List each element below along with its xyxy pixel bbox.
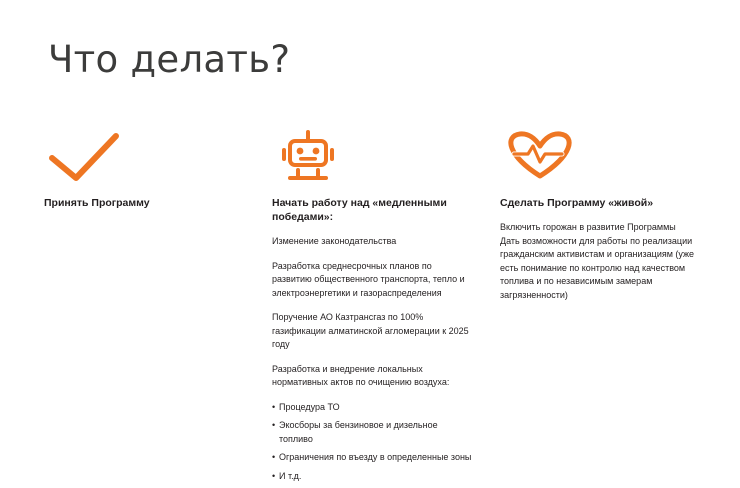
column2-paragraph-1: Изменение законодательства	[272, 236, 397, 247]
column3-paragraph-2: Дать возможности для работы по реализации гражданским активистам и организациям (уже есть понимание по контролю над качеством топлива и по независимым замерам загрязненности)	[500, 235, 695, 300]
column1-heading: Принять Программу	[44, 197, 150, 209]
column-accept-program	[44, 128, 244, 210]
column3-paragraph-1: Включить горожан в развитие Программы	[500, 222, 676, 233]
page-title: Что делать?	[48, 38, 291, 81]
column3-heading: Сделать Программу «живой»	[500, 197, 654, 209]
top-border	[0, 0, 740, 6]
list-item: • Экосборы за бензиновое и дизельное топливо	[272, 419, 472, 446]
column2-paragraph-3: Поручение АО Казтрансгаз по 100% газификации алматинской агломерации к 2025 году	[272, 312, 469, 350]
column3-spacer	[500, 186, 710, 196]
column2-paragraph-4: Разработка и внедрение локальных нормативных актов по очищению воздуха:	[272, 363, 450, 388]
check-mark-icon	[44, 128, 244, 186]
list-item: • Ограничения по въезду в определенные зоны	[272, 451, 472, 465]
column2-paragraph-2: Разработка среднесрочных планов по развитию общественного транспорта, тепло и электроэнергетики и газораспределения	[272, 260, 465, 298]
column1-spacer	[44, 186, 244, 196]
column-slow-wins	[272, 128, 472, 488]
list-item: • И т.д.	[272, 470, 472, 484]
robot-icon	[272, 128, 472, 186]
column-living-program	[500, 128, 710, 302]
heartbeat-icon	[500, 128, 710, 186]
column2-spacer	[272, 186, 472, 196]
column2-heading: Начать работу над «медленными победами»:	[272, 197, 447, 224]
column2-bullet-list	[272, 401, 472, 484]
list-item: • Процедура ТО	[272, 401, 472, 415]
